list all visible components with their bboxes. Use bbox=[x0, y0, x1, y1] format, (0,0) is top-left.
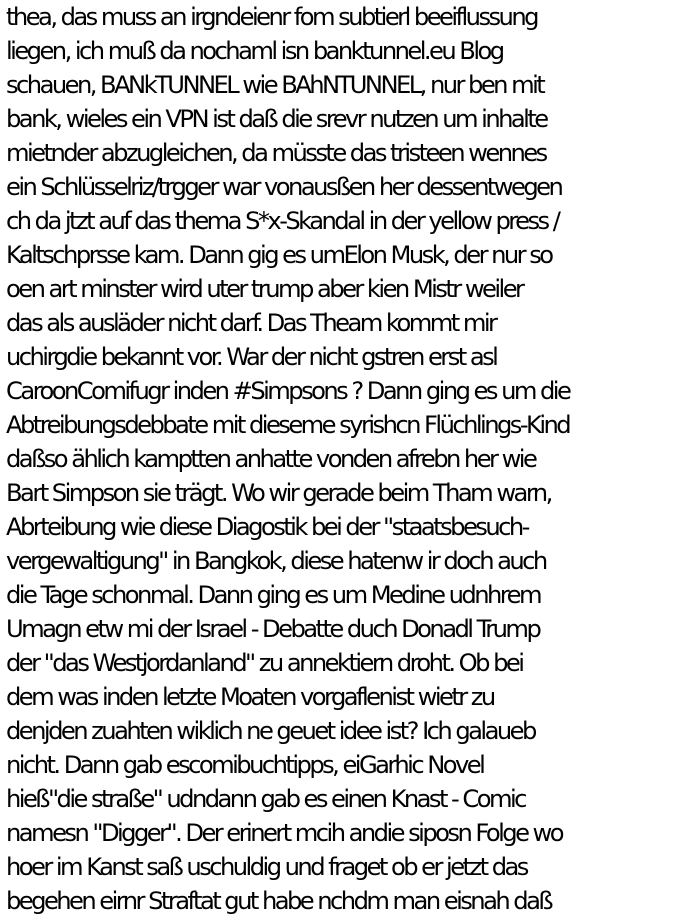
text-line: Abrteibung wie diese Diagostik bei der "staatsbesuch- bbox=[6, 513, 528, 541]
text-line: Umagn etw mi der Israel - Debatte duch Donadl Trump bbox=[6, 615, 540, 643]
text-line: Kaltschprsse kam. Dann gig es umElon Musk, der nur so bbox=[6, 241, 552, 269]
document-page bbox=[6, 0, 684, 920]
text-line: dem was inden letzte Moaten vorgaflenist wietr zu bbox=[6, 683, 494, 711]
text-line: Abtreibungsdebbate mit dieseme syrishcn Flüchlings-Kind bbox=[6, 411, 570, 439]
text-line: daßso ählich kamptten anhatte vonden afrebn her wie bbox=[6, 445, 536, 473]
text-line: begehen eirnr Straftat gut habe nchdm man eisnah daß bbox=[6, 887, 552, 915]
text-line: bank, wieles ein VPN ist daß die srevr nutzen um inhalte bbox=[6, 105, 547, 133]
text-line: oen art minster wird uter trump aber kien Mistr weiler bbox=[6, 275, 523, 303]
text-line: das als ausläder nicht darf. Das Theam kommt mir bbox=[6, 309, 496, 337]
text-line: ein Schlüsselriz/trgger war vonausßen her dessentwegen bbox=[6, 173, 562, 201]
text-line: liegen, ich muß da nochaml isn banktunnel.eu Blog bbox=[6, 37, 503, 65]
text-line: mietnder abzugleichen, da müsste das tristeen wennes bbox=[6, 139, 546, 167]
text-line: vergewaltigung" in Bangkok, diese hatenw ir doch auch bbox=[6, 547, 546, 575]
text-line: die Tage schonmal. Dann ging es um Medine udnhrem bbox=[6, 581, 540, 609]
text-line: schauen, BANkTUNNEL wie BAhNTUNNEL, nur ben mit bbox=[6, 71, 544, 99]
text-line: Bart Simpson sie trägt. Wo wir gerade beim Tham warn, bbox=[6, 479, 551, 507]
text-line: ch da jtzt auf das thema S*x-Skandal in der yellow press / bbox=[6, 207, 559, 235]
text-line: nicht. Dann gab escomibuchtipps, eiGarhic Novel bbox=[6, 751, 484, 779]
text-line: denjden zuahten wiklich ne geuet idee ist? Ich galaueb bbox=[6, 717, 535, 745]
text-line: CaroonComifugr inden #Simpsons ? Dann ging es um die bbox=[6, 377, 570, 405]
text-line: uchirgdie bekannt vor. War der nicht gstren erst asl bbox=[6, 343, 497, 371]
text-line: der "das Westjordanland" zu annektiern droht. Ob bei bbox=[6, 649, 523, 677]
text-line: hieß"die straße" udndann gab es einen Knast - Comic bbox=[6, 785, 525, 813]
text-line: thea, das muss an irgndeienr fom subtierl beeiflussung bbox=[6, 3, 537, 31]
text-line: hoer im Kanst saß uschuldig und fraget ob er jetzt das bbox=[6, 853, 527, 881]
text-line: namesn "Digger". Der erinert mcih andie siposn Folge wo bbox=[6, 819, 563, 847]
